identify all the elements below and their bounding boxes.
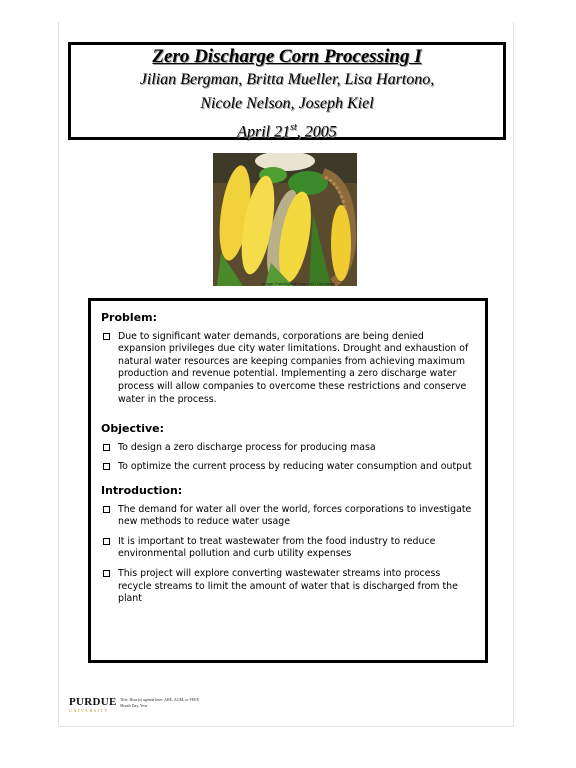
poster-date: April 21st, 2005 [237,122,337,141]
photo-caption: Image: FreeDigitalPhotos.net / Cornstock [262,281,336,286]
authors-line-1: Jilian Bergman, Britta Mueller, Lisa Hartono, [139,71,435,88]
list-item: To design a zero discharge process for producing masa [101,442,474,455]
list-item: It is important to treat wastewater from the food industry to reduce environmental pollution and curb utility expenses [101,536,474,561]
corn-photo [213,153,357,286]
footer-text: Title: Hour(s) agenda here: ABE, AGM, or FEEE Month Day, Year [120,697,200,708]
title-box [68,42,506,140]
list-item: The demand for water all over the world, forces corporations to investigate new methods to reduce water usage [101,504,474,529]
list-item: To optimize the current process by reducing water consumption and output [101,461,474,474]
checkbox-bullet-icon [103,463,110,470]
list-item: Due to significant water demands, corporations are being denied expansion privileges due city water limitations. Drought and exhaustion of natural water resources are keeping companies from achieving maximum production and revenue potential. Implementing a zero discharge water process will allow companies to overcome these restrictions and conserve water in the process. [101,331,474,407]
content-box [88,298,488,663]
purdue-logo: PURDUE UNIVERSITY [69,696,117,713]
poster-title: Zero Discharge Corn Processing I [152,46,422,67]
checkbox-bullet-icon [103,570,110,577]
introduction-heading: Introduction: [101,483,183,497]
checkbox-bullet-icon [103,538,110,545]
checkbox-bullet-icon [103,333,110,340]
list-item: This project will explore converting wastewater streams into process recycle streams to limit the amount of water that is discharged from the plant [101,568,474,606]
corn-illustration [213,153,357,286]
authors-line-2: Nicole Nelson, Joseph Kiel [200,95,374,112]
objective-heading: Objective: [101,422,165,436]
checkbox-bullet-icon [103,506,110,513]
checkbox-bullet-icon [103,444,110,451]
problem-heading: Problem: [101,311,158,324]
